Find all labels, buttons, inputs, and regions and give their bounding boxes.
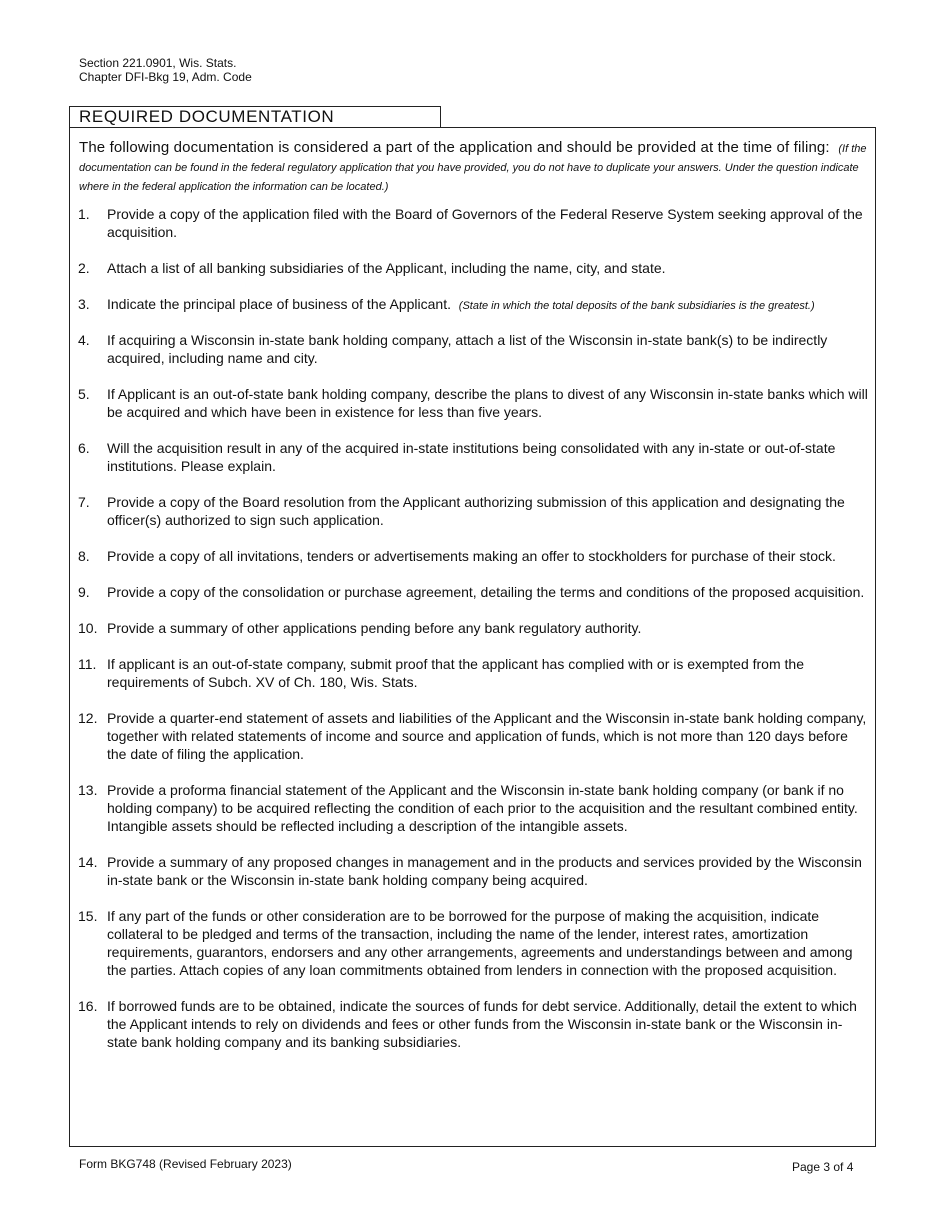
item-number: 2. [78,260,90,276]
item-number: 11. [78,656,97,672]
list-item [78,997,868,1051]
list-item [78,547,868,565]
item-text: Provide a copy of the Board resolution from the Applicant authorizing submission of this application and designating the officer(s) authorized to sign such application. [107,494,845,528]
item-text: Indicate the principal place of business of the Applicant. [107,296,451,312]
intro-text: The following documentation is considered a part of the application and should be provided at the time of filing: [79,139,830,156]
list-item [78,583,868,601]
item-text: If any part of the funds or other consideration are to be borrowed for the purpose of making the acquisition, indicate collateral to be pledged and terms of the transaction, including the name of the lender, interest rates, amortization requirements, guarantors, endorsers and any other arrangements, agreements and understandings between and among the parties. Attach copies of any loan commitments obtained from lenders in connection with the proposed acquisition. [107,908,853,978]
form-revision: Form BKG748 (Revised February 2023) [79,1157,292,1171]
item-text: Will the acquisition result in any of the acquired in-state institutions being consolidated with any in-state or out-of-state institutions. Please explain. [107,440,836,474]
list-item [78,655,868,691]
intro-note: (If the documentation can be found in the federal regulatory application that you have provided, you do not have to duplicate your answers. Under the question indicate where in the federal application the information can be located.) [79,143,867,193]
item-number: 5. [78,386,90,402]
list-item [78,259,868,277]
item-number: 15. [78,908,98,924]
item-number: 4. [78,332,90,348]
item-text: Provide a copy of all invitations, tenders or advertisements making an offer to stockholders for purchase of their stock. [107,548,836,564]
item-text: Attach a list of all banking subsidiaries of the Applicant, including the name, city, and state. [107,260,666,276]
item-text: If Applicant is an out-of-state bank holding company, describe the plans to divest of any Wisconsin in-state banks which will be acquired and which have been in existence for less than five years. [107,386,868,420]
list-item [78,331,868,367]
item-text: Provide a summary of other applications pending before any bank regulatory authority. [107,620,642,636]
intro-paragraph [79,138,869,195]
list-item [78,709,868,763]
citation-line-code: Chapter DFI-Bkg 19, Adm. Code [79,70,252,84]
item-number: 6. [78,440,90,456]
list-item [78,907,868,979]
item-text: Provide a copy of the consolidation or purchase agreement, detailing the terms and conditions of the proposed acquisition. [107,584,865,600]
item-number: 8. [78,548,90,564]
item-text: If borrowed funds are to be obtained, indicate the sources of funds for debt service. Additionally, detail the extent to which the Applicant intends to rely on dividends and fees or other funds from the Wisconsin in-state bank or the Wisconsin in-state bank holding company and its banking subsidiaries. [107,998,857,1050]
list-item [78,295,868,313]
documentation-box [69,127,876,1147]
item-number: 10. [78,620,98,636]
list-item [78,439,868,475]
citation-line-statute: Section 221.0901, Wis. Stats. [79,56,237,70]
item-number: 3. [78,296,90,312]
list-item [78,493,868,529]
item-text: If acquiring a Wisconsin in-state bank holding company, attach a list of the Wisconsin in-state bank(s) to be indirectly acquired, including name and city. [107,332,828,366]
item-text: If applicant is an out-of-state company, submit proof that the applicant has complied with or is exempted from the requirements of Subch. XV of Ch. 180, Wis. Stats. [107,656,804,690]
item-number: 7. [78,494,90,510]
item-text: Provide a proforma financial statement of the Applicant and the Wisconsin in-state bank holding company (or bank if no holding company) to be acquired reflecting the condition of each prior to the acquisition and the resultant combined entity. Intangible assets should be reflected including a description of the intangible assets. [107,782,858,834]
section-title-tab [69,106,441,127]
documentation-list [78,205,868,1069]
item-number: 1. [78,206,90,222]
item-number: 16. [78,998,98,1014]
item-number: 13. [78,782,98,798]
item-number: 12. [78,710,98,726]
item-text: Provide a quarter-end statement of assets and liabilities of the Applicant and the Wisconsin in-state bank holding company, together with related statements of income and source and application of funds, which is not more than 120 days before the date of filing the application. [107,710,867,762]
list-item [78,205,868,241]
page-number: Page 3 of 4 [792,1160,854,1174]
section-title: REQUIRED DOCUMENTATION [79,107,335,126]
list-item [78,781,868,835]
list-item [78,385,868,421]
statute-citation [79,56,252,84]
item-text: Provide a copy of the application filed with the Board of Governors of the Federal Reserve System seeking approval of the acquisition. [107,206,863,240]
item-number: 14. [78,854,98,870]
item-text: Provide a summary of any proposed changes in management and in the products and services provided by the Wisconsin in-state bank or the Wisconsin in-state bank holding company being acquired. [107,854,862,888]
item-number: 9. [78,584,90,600]
item-note: (State in which the total deposits of the bank subsidiaries is the greatest.) [458,300,815,312]
list-item [78,853,868,889]
list-item [78,619,868,637]
